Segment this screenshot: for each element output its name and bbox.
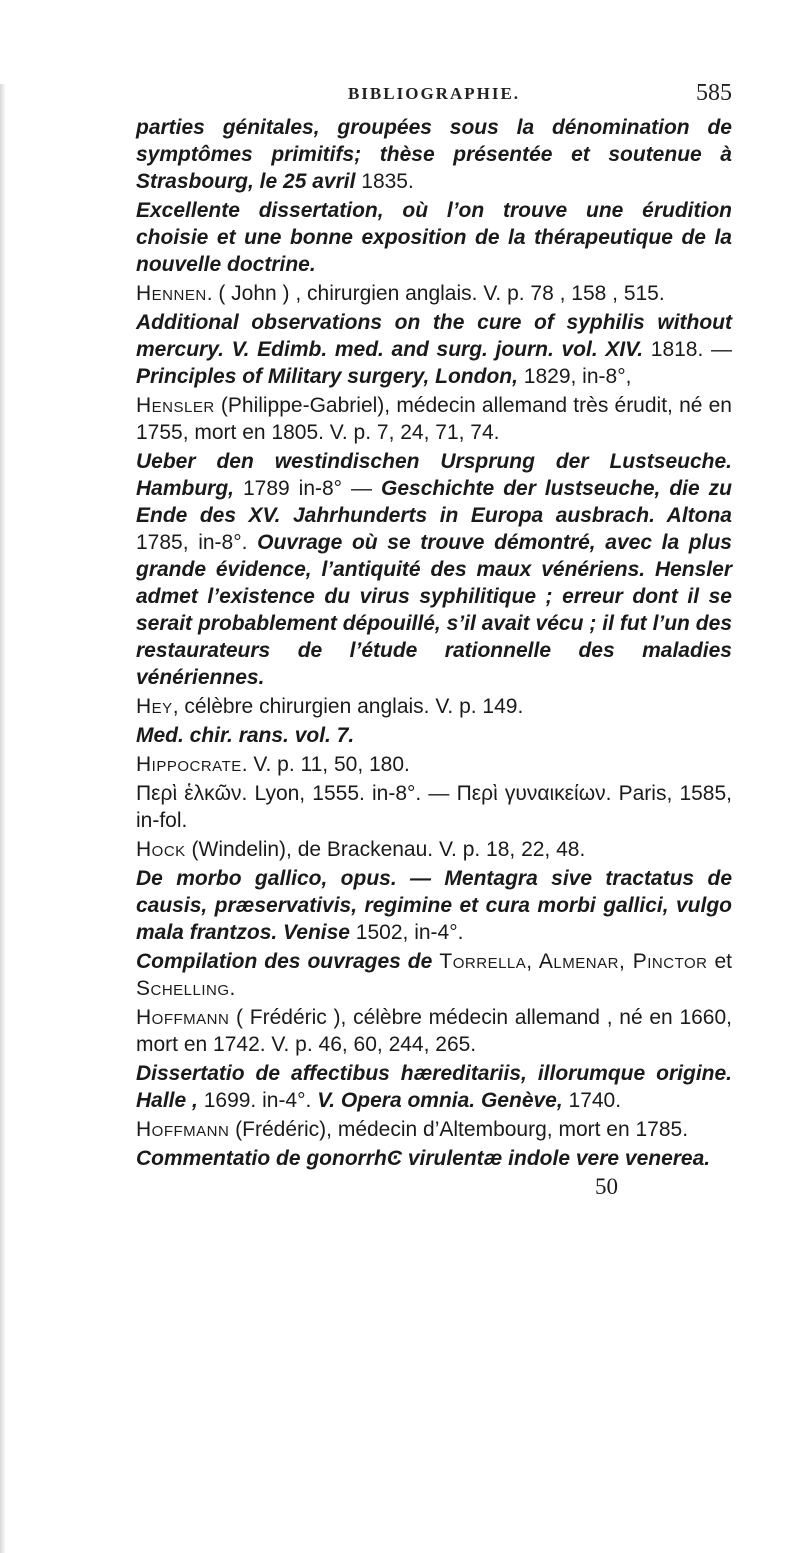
author-name: Hensler: [136, 394, 215, 417]
entry-text: . ( John ) , chirurgien anglais. V. p. 78 , 158 , 515.: [206, 282, 665, 305]
bibliography-entry: [136, 1004, 732, 1058]
italic-text: Excellente dissertation, où l’on trouve une érudition choisie et une bonne exposition de la thérapeutique de la nouvelle doctrine.: [136, 199, 732, 276]
bibliography-entry: [136, 693, 732, 720]
entry-text: et: [707, 950, 732, 973]
bibliography-entry: [136, 1060, 732, 1114]
italic-text: V. Opera omnia. Genève,: [317, 1089, 563, 1112]
running-head: BIBLIOGRAPHIE.: [347, 84, 521, 103]
entry-text: , célèbre chirurgien anglais. V. p. 149.: [172, 695, 524, 718]
entry-text: 1699. in-4°.: [197, 1089, 318, 1112]
entry-text: ( Frédéric ), célèbre médecin allemand , né en 1660, mort en 1742. V. p. 46, 60, 244, 265.: [136, 1006, 732, 1056]
signature-mark: 50: [595, 1174, 618, 1199]
bibliography-text: [136, 114, 732, 1172]
bibliography-entry: [136, 1145, 732, 1172]
bibliography-entry: [136, 948, 732, 1002]
bibliography-entry: [136, 751, 732, 778]
italic-text: Compilation des ouvrages de: [136, 950, 433, 973]
bibliography-entry: [136, 197, 732, 278]
author-name: Hippocrate: [136, 753, 242, 776]
bibliography-entry: [136, 780, 732, 834]
entry-text: . V. p. 11, 50, 180.: [241, 753, 410, 776]
entry-text: (Frédéric), médecin d’Altembourg, mort en 1785.: [229, 1118, 689, 1141]
italic-text: parties génitales, groupées sous la dénomination de symptômes primitifs; thèse présentée et soutenue à Strasbourg, le 25 avril: [136, 116, 732, 193]
author-name: Hoffmann: [136, 1118, 230, 1141]
italic-text: Additional observations on the cure of syphilis without mercury. V. Edimb. med. and surg. journ. vol. XIV.: [136, 311, 732, 361]
author-name: Hey: [136, 695, 173, 718]
italic-text: Med. chir. rans. vol. 7.: [136, 724, 355, 747]
entry-text: (Windelin), de Brackenau. V. p. 18, 22, 48.: [185, 838, 586, 861]
bibliography-entry: [136, 448, 732, 691]
entry-text: 1785, in-8°.: [136, 531, 258, 554]
entry-text: 1835.: [355, 170, 414, 193]
bibliography-entry: [136, 722, 732, 749]
entry-text: 1818. —: [643, 338, 732, 361]
page-number: 585: [696, 80, 732, 106]
italic-text: Principles of Military surgery, London,: [136, 365, 518, 388]
entry-text: Περὶ ἑλκῶν. Lyon, 1555. in-8°. — Περὶ γυναικείων. Paris, 1585, in-fol.: [136, 782, 732, 832]
page-edge-shadow: [0, 84, 6, 1553]
entry-text: 1740.: [562, 1089, 622, 1112]
bibliography-entry: [136, 280, 732, 307]
entry-text: 1502, in-4°.: [349, 921, 464, 944]
entry-text: 1829, in-8°,: [517, 365, 632, 388]
book-page: [0, 80, 800, 1553]
author-name: Schelling: [136, 977, 230, 1000]
author-name: Hock: [136, 838, 186, 861]
author-name: Hennen: [136, 282, 207, 305]
entry-text: 1789 in-8° —: [234, 477, 382, 500]
bibliography-entry: [136, 309, 732, 390]
bibliography-entry: [136, 836, 732, 863]
bibliography-entry: [136, 392, 732, 446]
italic-text: Ouvrage où se trouve démontré, avec la plus grande évidence, l’antiquité des maux vénériens. Hensler admet l’existence du virus syphilitique ; erreur dont il se serait probablement dépouillé, s’il avait vécu ; il fut l’un des restaurateurs de l’étude rationnelle des maladies vénériennes.: [136, 531, 732, 689]
italic-text: Commentatio de gonorrhϾ virulentæ indole vere venerea.: [136, 1147, 711, 1170]
entry-text: (Philippe-Gabriel), médecin allemand très érudit, né en 1755, mort en 1805. V. p. 7, 24, 71, 74.: [136, 394, 732, 444]
page-header: [136, 80, 732, 114]
bibliography-entry: [136, 865, 732, 946]
italic-text: Dissertatio de affectibus hæreditariis, illorumque origine. Halle ,: [136, 1062, 732, 1112]
bibliography-entry: [136, 114, 732, 195]
author-name: Torrella, Almenar, Pinctor: [432, 950, 708, 973]
italic-text: Geschichte der lustseuche, die zu Ende des XV. Jahrhunderts in Europa ausbrach. Altona: [136, 477, 732, 527]
bibliography-entry: [136, 1116, 732, 1143]
entry-text: .: [229, 977, 236, 1000]
author-name: Hoffmann: [136, 1006, 230, 1029]
italic-text: Ueber den westindischen Ursprung der Lustseuche. Hamburg,: [136, 450, 732, 500]
italic-text: De morbo gallico, opus. — Mentagra sive tractatus de causis, præservativis, regimine et cura morbi gallici, vulgo mala frantzos. Venise: [136, 867, 732, 944]
